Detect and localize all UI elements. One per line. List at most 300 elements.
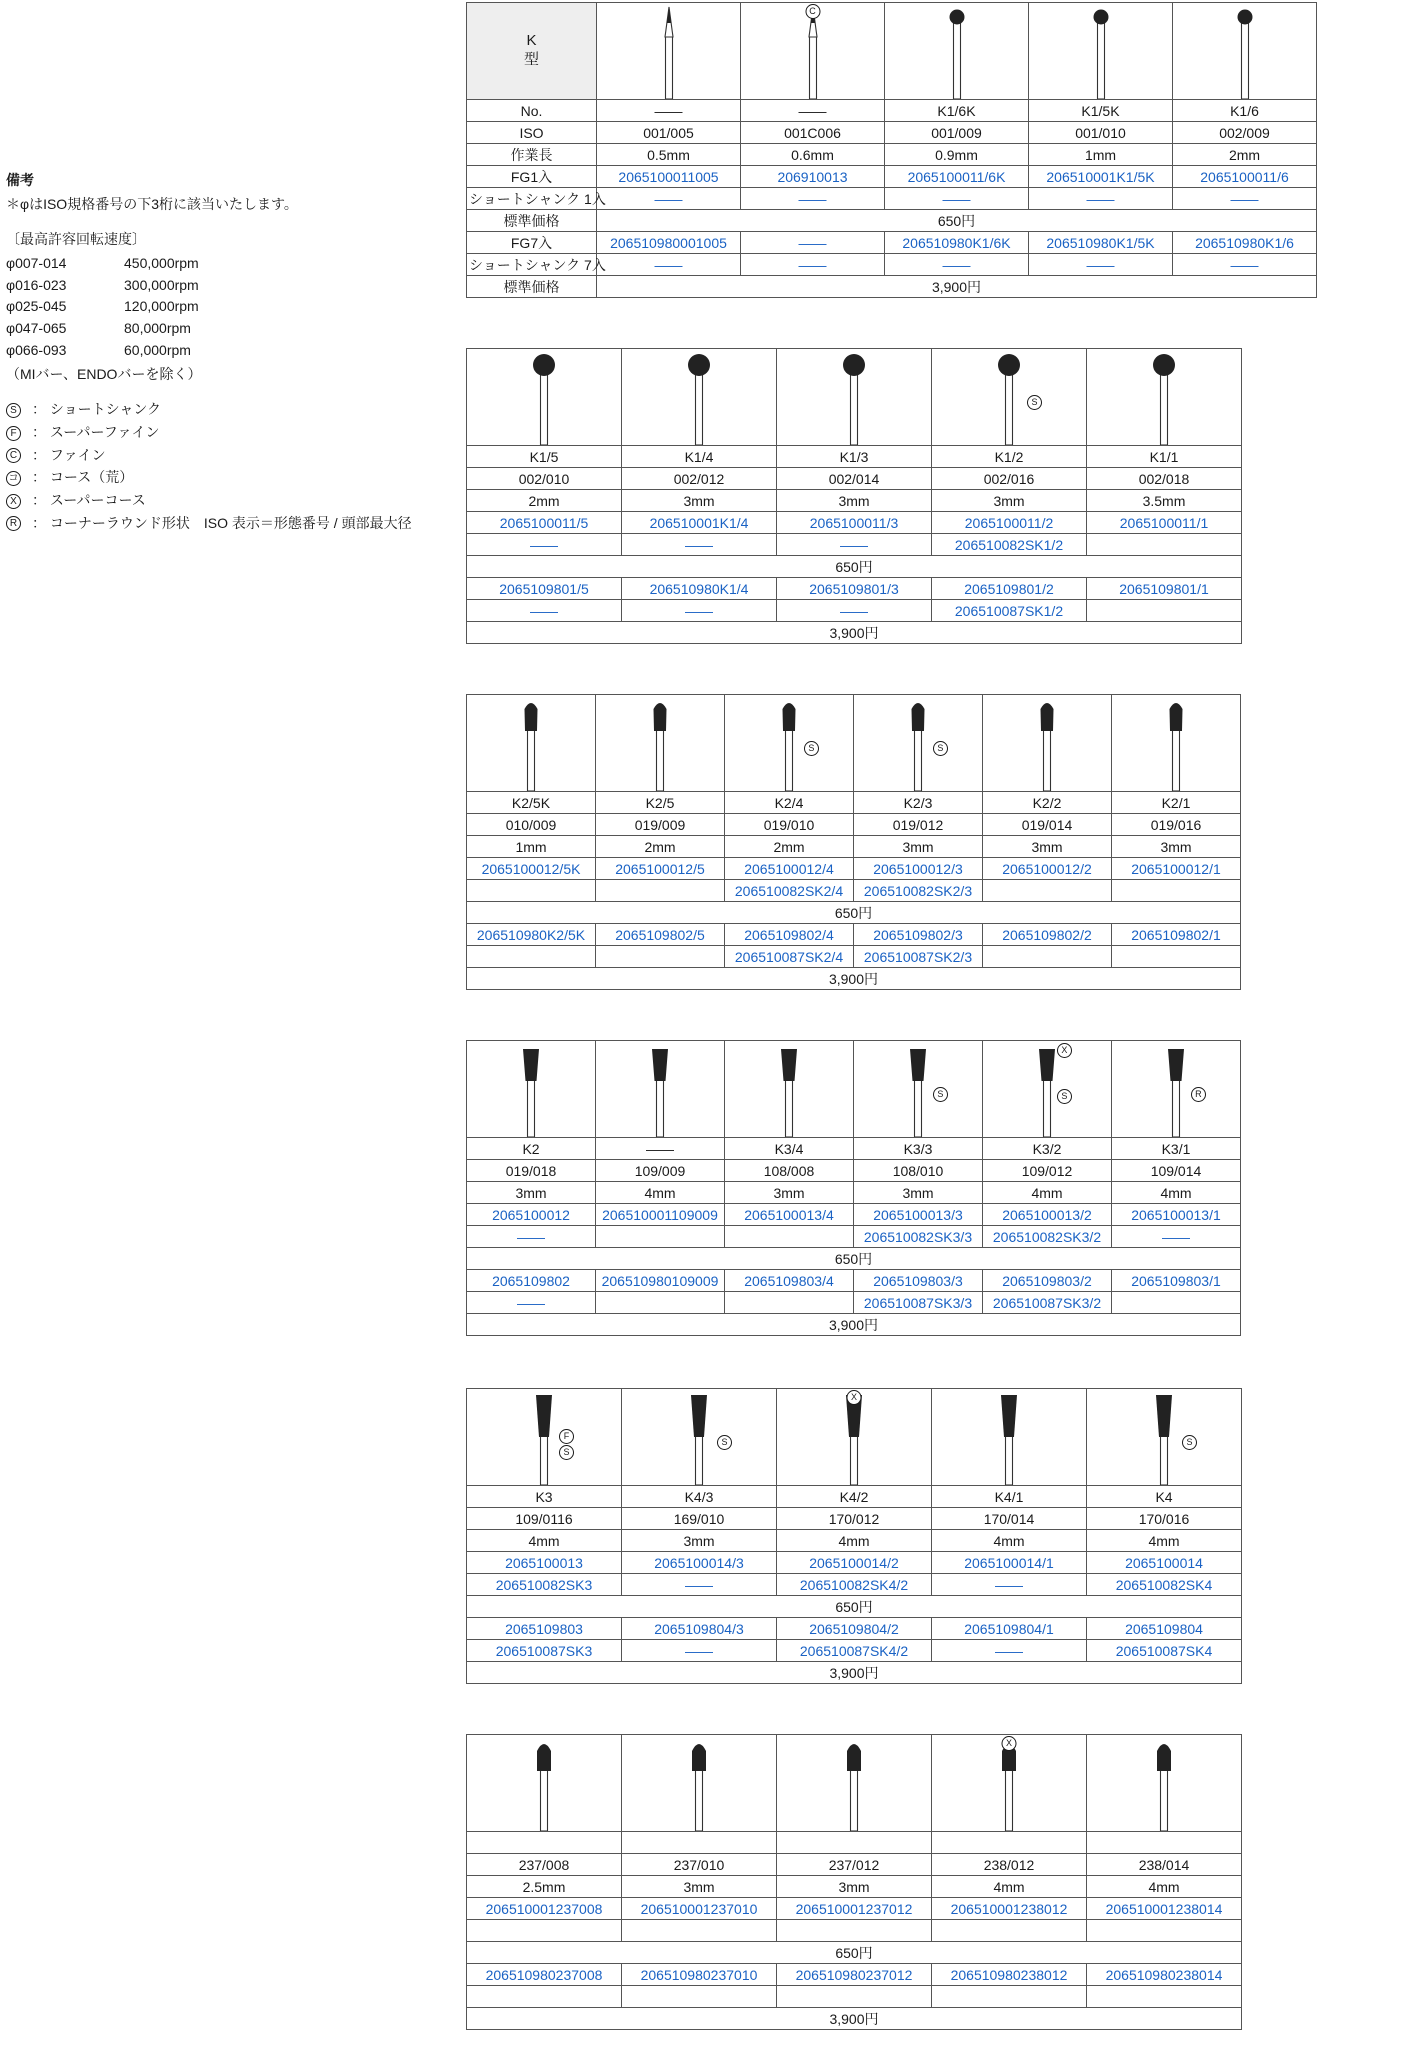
cell-short-shank-1-code: —— — [597, 188, 741, 210]
cell-short-shank-1-code: —— — [885, 188, 1029, 210]
bur-drawing — [779, 349, 929, 445]
cell-iso: 238/012 — [932, 1854, 1087, 1876]
bur-drawing — [856, 1041, 980, 1137]
bur-drawing — [856, 695, 980, 791]
cell-short-shank-1-code: 206510082SK3 — [467, 1574, 622, 1596]
table-block-1 — [466, 2, 1317, 298]
cell-price-650: 650円 — [597, 210, 1317, 232]
cell-short-shank-1-code: —— — [932, 1574, 1087, 1596]
cell-no: K4/2 — [777, 1486, 932, 1508]
cell-no: K2/5K — [467, 792, 596, 814]
bur-image-row — [467, 1735, 1242, 1832]
bur-image-cell — [725, 1041, 854, 1138]
price-650-row — [467, 902, 1241, 924]
bur-image-cell — [622, 1389, 777, 1486]
cell-fg1-code: 2065100012/5K — [467, 858, 596, 880]
bur-image-cell — [983, 1041, 1112, 1138]
cell-iso: 108/008 — [725, 1160, 854, 1182]
cell-fg7-code: 2065109801/5 — [467, 578, 622, 600]
cell-fg7-code: 2065109804/2 — [777, 1618, 932, 1640]
no-row — [467, 1486, 1242, 1508]
short-shank-7-row — [467, 1986, 1242, 2008]
cell-working-length: 3mm — [622, 1876, 777, 1898]
cell-short-shank-7-code: —— — [622, 600, 777, 622]
cell-short-shank-1-code — [1087, 1920, 1242, 1942]
row-label-price-7: 標準価格 — [467, 276, 597, 298]
cell-no: —— — [597, 100, 741, 122]
cell-iso: 237/012 — [777, 1854, 932, 1876]
cell-price-650: 650円 — [467, 556, 1242, 578]
cell-working-length: 3mm — [983, 836, 1112, 858]
superfine-icon: F — [559, 1429, 574, 1444]
cell-iso: 001/010 — [1029, 122, 1173, 144]
bur-drawing — [985, 1041, 1109, 1137]
speed-row — [6, 253, 446, 275]
legend-list — [6, 399, 446, 534]
no-row — [467, 1832, 1242, 1854]
cell-short-shank-7-code — [1112, 946, 1241, 968]
cell-short-shank-7-code: —— — [932, 1640, 1087, 1662]
cell-fg7-code: 2065109803/4 — [725, 1270, 854, 1292]
cell-no: K1/6K — [885, 100, 1029, 122]
cell-working-length: 3mm — [854, 836, 983, 858]
cell-iso: 019/016 — [1112, 814, 1241, 836]
cell-short-shank-7-code — [467, 1986, 622, 2008]
cell-fg7-code: 206510980001005 — [597, 232, 741, 254]
speed-rpm: 300,000rpm — [124, 276, 199, 293]
cell-working-length: 4mm — [932, 1530, 1087, 1552]
bur-drawing — [469, 1735, 619, 1831]
cell-no — [932, 1832, 1087, 1854]
cell-no: K1/4 — [622, 446, 777, 468]
remarks-block — [6, 170, 446, 535]
bur-image-cell — [854, 1041, 983, 1138]
cell-short-shank-7-code: —— — [1029, 254, 1173, 276]
cell-short-shank-1-code: 206510082SK2/4 — [725, 880, 854, 902]
bur-drawing — [934, 1389, 1084, 1485]
cell-fg1-code: 206510001237008 — [467, 1898, 622, 1920]
fg7-row — [467, 924, 1241, 946]
cell-iso: 019/018 — [467, 1160, 596, 1182]
cell-working-length: 3mm — [622, 1530, 777, 1552]
cell-iso: 002/016 — [932, 468, 1087, 490]
cell-short-shank-1-code: —— — [741, 188, 885, 210]
no-row — [467, 100, 1317, 122]
supercoarse-icon: X — [1002, 1736, 1017, 1751]
cell-short-shank-7-code — [1087, 600, 1242, 622]
cell-no: K4/1 — [932, 1486, 1087, 1508]
cell-short-shank-7-code: —— — [467, 1292, 596, 1314]
cell-fg1-code: 2065100011/6 — [1173, 166, 1317, 188]
cell-fg7-code: 2065109802/4 — [725, 924, 854, 946]
row-label-fg7: FG7入 — [467, 232, 597, 254]
cell-iso: 237/008 — [467, 1854, 622, 1876]
remarks-star-note: ＊φはISO規格番号の下3桁に該当いたします。 — [6, 195, 298, 212]
cell-iso: 001/009 — [885, 122, 1029, 144]
cell-short-shank-7-code: —— — [885, 254, 1029, 276]
bur-drawing — [985, 695, 1109, 791]
cell-short-shank-7-code: 206510087SK4 — [1087, 1640, 1242, 1662]
cell-working-length: 3mm — [777, 490, 932, 512]
cell-fg7-code: 2065109803/3 — [854, 1270, 983, 1292]
cell-price-3900: 3,900円 — [467, 2008, 1242, 2030]
cell-working-length: 0.9mm — [885, 144, 1029, 166]
cell-working-length: 3mm — [467, 1182, 596, 1204]
bur-image-cell — [1029, 3, 1173, 100]
row-label-fg1: FG1入 — [467, 166, 597, 188]
legend-label: ： ショートシャンク — [32, 401, 162, 418]
cell-short-shank-7-code — [983, 946, 1112, 968]
table-block-5 — [466, 1388, 1242, 1684]
coarse-icon: コ — [6, 467, 32, 489]
cell-short-shank-7-code — [596, 946, 725, 968]
cell-price-650: 650円 — [467, 1248, 1241, 1270]
price-650-row — [467, 1942, 1242, 1964]
cell-short-shank-7-code: 206510087SK1/2 — [932, 600, 1087, 622]
table-3 — [466, 694, 1241, 990]
cell-iso: 001C006 — [741, 122, 885, 144]
cell-fg1-code: 2065100013/1 — [1112, 1204, 1241, 1226]
price-3900-row — [467, 622, 1242, 644]
cell-iso: 169/010 — [622, 1508, 777, 1530]
short-shank-icon: S — [933, 1087, 948, 1102]
legend-item-corner-round — [6, 513, 446, 535]
superfine-icon: F — [6, 422, 32, 444]
cell-working-length: 4mm — [1087, 1876, 1242, 1898]
bur-image-cell — [854, 695, 983, 792]
cell-working-length: 2mm — [596, 836, 725, 858]
short-shank-icon: S — [6, 399, 32, 421]
exclusion-note: （MIバー、ENDOバーを除く） — [6, 365, 202, 382]
cell-no: K1/1 — [1087, 446, 1242, 468]
max-speed-heading: 〔最高許容回転速度〕 — [6, 231, 146, 248]
working-length-row — [467, 1530, 1242, 1552]
cell-short-shank-7-code: 206510087SK2/3 — [854, 946, 983, 968]
cell-short-shank-7-code — [622, 1986, 777, 2008]
cell-short-shank-7-code: —— — [741, 254, 885, 276]
row-label-iso: ISO — [467, 122, 597, 144]
bur-drawing — [934, 349, 1084, 445]
cell-working-length: 3mm — [725, 1182, 854, 1204]
cell-working-length: 2mm — [1173, 144, 1317, 166]
cell-fg1-code: 2065100011/1 — [1087, 512, 1242, 534]
short-shank-icon: S — [717, 1435, 732, 1450]
cell-short-shank-7-code: —— — [1173, 254, 1317, 276]
fg1-row — [467, 1552, 1242, 1574]
price-3900-row — [467, 276, 1317, 298]
cell-no: —— — [741, 100, 885, 122]
cell-short-shank-1-code: —— — [467, 1226, 596, 1248]
cell-fg1-code: 2065100012/2 — [983, 858, 1112, 880]
cell-iso: 109/009 — [596, 1160, 725, 1182]
cell-iso: 010/009 — [467, 814, 596, 836]
cell-short-shank-7-code: —— — [622, 1640, 777, 1662]
cell-working-length: 4mm — [467, 1530, 622, 1552]
cell-short-shank-1-code — [467, 880, 596, 902]
cell-short-shank-1-code: —— — [622, 1574, 777, 1596]
short-shank-1-row — [467, 1226, 1241, 1248]
cell-fg1-code: 2065100011/6K — [885, 166, 1029, 188]
cell-short-shank-7-code — [777, 1986, 932, 2008]
fg1-row — [467, 858, 1241, 880]
bur-image-cell — [725, 695, 854, 792]
speed-row — [6, 296, 446, 318]
ktype-label: K 型 — [523, 32, 539, 68]
cell-no — [622, 1832, 777, 1854]
cell-fg7-code: 2065109801/2 — [932, 578, 1087, 600]
bur-image-cell — [596, 695, 725, 792]
speed-rpm: 60,000rpm — [124, 341, 191, 358]
cell-fg1-code: 2065100014 — [1087, 1552, 1242, 1574]
cell-fg7-code: 206510980238012 — [932, 1964, 1087, 1986]
bur-image-cell — [1087, 349, 1242, 446]
cell-price-650: 650円 — [467, 1596, 1242, 1618]
cell-working-length: 4mm — [1112, 1182, 1241, 1204]
bur-drawing — [727, 695, 851, 791]
cell-short-shank-7-code: 206510087SK3 — [467, 1640, 622, 1662]
bur-image-cell — [777, 1735, 932, 1832]
legend-label: ： コース（荒） — [32, 469, 134, 486]
cell-fg1-code: 206510001238014 — [1087, 1898, 1242, 1920]
iso-row — [467, 122, 1317, 144]
bur-drawing — [598, 695, 722, 791]
cell-no: K4/3 — [622, 1486, 777, 1508]
cell-fg1-code: 2065100014/3 — [622, 1552, 777, 1574]
cell-short-shank-7-code: —— — [777, 600, 932, 622]
cell-iso: 002/009 — [1173, 122, 1317, 144]
cell-no — [467, 1832, 622, 1854]
cell-no — [1087, 1832, 1242, 1854]
iso-row — [467, 1854, 1242, 1876]
legend-item-short-shank — [6, 399, 446, 421]
working-length-row — [467, 836, 1241, 858]
short-shank-icon: S — [1057, 1089, 1072, 1104]
cell-short-shank-7-code — [467, 946, 596, 968]
corner-round-icon: R — [1191, 1087, 1206, 1102]
cell-short-shank-1-code: 206510082SK3/2 — [983, 1226, 1112, 1248]
bur-image-cell — [932, 349, 1087, 446]
bur-image-cell — [777, 1389, 932, 1486]
cell-short-shank-7-code: —— — [467, 600, 622, 622]
bur-drawing — [1175, 3, 1314, 99]
bur-drawing — [887, 3, 1026, 99]
cell-price-3900: 3,900円 — [467, 968, 1241, 990]
fg7-row — [467, 1618, 1242, 1640]
cell-iso: 237/010 — [622, 1854, 777, 1876]
working-length-row — [467, 490, 1242, 512]
fg1-row — [467, 166, 1317, 188]
cell-fg7-code: 2065109801/1 — [1087, 578, 1242, 600]
fine-icon: C — [805, 4, 820, 19]
cell-fg7-code: 2065109803/2 — [983, 1270, 1112, 1292]
max-speed-list — [6, 253, 446, 361]
iso-row — [467, 468, 1242, 490]
table-6 — [466, 1734, 1242, 2030]
cell-fg7-code: 2065109803 — [467, 1618, 622, 1640]
bur-image-cell — [1087, 1389, 1242, 1486]
cell-fg7-code: 206510980238014 — [1087, 1964, 1242, 1986]
price-3900-row — [467, 1662, 1242, 1684]
cell-working-length: 3mm — [932, 490, 1087, 512]
cell-short-shank-1-code — [1112, 880, 1241, 902]
bur-drawing — [743, 3, 882, 99]
no-row — [467, 1138, 1241, 1160]
cell-no: K3/3 — [854, 1138, 983, 1160]
cell-fg7-code: 206510980K1/5K — [1029, 232, 1173, 254]
cell-no: K1/5K — [1029, 100, 1173, 122]
cell-no: K2/3 — [854, 792, 983, 814]
bur-image-cell — [1112, 695, 1241, 792]
bur-image-cell — [596, 1041, 725, 1138]
price-650-row — [467, 1596, 1242, 1618]
cell-short-shank-1-code — [725, 1226, 854, 1248]
cell-short-shank-1-code: —— — [777, 534, 932, 556]
bur-image-cell — [1173, 3, 1317, 100]
bur-drawing — [934, 1735, 1084, 1831]
bur-image-row — [467, 3, 1317, 100]
short-shank-7-row — [467, 1640, 1242, 1662]
cell-fg7-code: 2065109802/3 — [854, 924, 983, 946]
speed-rpm: 450,000rpm — [124, 255, 199, 272]
cell-short-shank-1-code: 206510082SK2/3 — [854, 880, 983, 902]
cell-fg1-code: 206510001K1/4 — [622, 512, 777, 534]
cell-no: K3/1 — [1112, 1138, 1241, 1160]
price-650-row — [467, 210, 1317, 232]
cell-working-length: 4mm — [1087, 1530, 1242, 1552]
cell-working-length: 0.6mm — [741, 144, 885, 166]
speed-diameter: φ016-023 — [6, 276, 67, 293]
row-label-short-shank-7: ショートシャンク 7入 — [467, 254, 597, 276]
cell-short-shank-1-code — [932, 1920, 1087, 1942]
cell-fg7-code: 206510980237012 — [777, 1964, 932, 1986]
fg1-row — [467, 1898, 1242, 1920]
cell-working-length: 4mm — [596, 1182, 725, 1204]
legend-item-fine — [6, 445, 446, 467]
cell-short-shank-7-code: —— — [597, 254, 741, 276]
cell-fg1-code: 2065100013/3 — [854, 1204, 983, 1226]
cell-iso: 109/0116 — [467, 1508, 622, 1530]
table-block-2 — [466, 348, 1242, 644]
cell-iso: 002/012 — [622, 468, 777, 490]
cell-fg1-code: 206910013 — [741, 166, 885, 188]
cell-working-length: 4mm — [983, 1182, 1112, 1204]
cell-fg1-code: 2065100013 — [467, 1552, 622, 1574]
bur-drawing — [1089, 349, 1239, 445]
cell-price-3900: 3,900円 — [467, 1314, 1241, 1336]
fg1-row — [467, 1204, 1241, 1226]
cell-iso: 002/014 — [777, 468, 932, 490]
short-shank-7-row — [467, 254, 1317, 276]
row-label-no: No. — [467, 100, 597, 122]
short-shank-1-row — [467, 188, 1317, 210]
bur-image-cell — [932, 1389, 1087, 1486]
cell-iso: 170/012 — [777, 1508, 932, 1530]
cell-fg7-code: 2065109803/1 — [1112, 1270, 1241, 1292]
cell-working-length: 3mm — [622, 490, 777, 512]
bur-drawing — [727, 1041, 851, 1137]
legend-label: ： ファイン — [32, 446, 106, 463]
cell-fg1-code: 2065100014/1 — [932, 1552, 1087, 1574]
cell-no: K3 — [467, 1486, 622, 1508]
cell-short-shank-1-code: —— — [1173, 188, 1317, 210]
cell-short-shank-7-code — [596, 1292, 725, 1314]
speed-rpm: 80,000rpm — [124, 320, 191, 337]
bur-drawing — [624, 349, 774, 445]
cell-price-3900: 3,900円 — [467, 622, 1242, 644]
price-3900-row — [467, 2008, 1242, 2030]
cell-short-shank-7-code: 206510087SK2/4 — [725, 946, 854, 968]
cell-fg7-code: —— — [741, 232, 885, 254]
speed-diameter: φ025-045 — [6, 298, 67, 315]
ktype-header-cell — [467, 3, 597, 100]
table-4 — [466, 1040, 1241, 1336]
cell-fg7-code: 2065109804 — [1087, 1618, 1242, 1640]
cell-working-length: 0.5mm — [597, 144, 741, 166]
fg7-row — [467, 578, 1242, 600]
cell-no: K3/2 — [983, 1138, 1112, 1160]
cell-price-650: 650円 — [467, 1942, 1242, 1964]
fg7-row — [467, 1270, 1241, 1292]
short-shank-icon: S — [804, 741, 819, 756]
cell-fg1-code: 2065100012/5 — [596, 858, 725, 880]
cell-iso: 002/010 — [467, 468, 622, 490]
speed-diameter: φ007-014 — [6, 255, 67, 272]
table-2 — [466, 348, 1242, 644]
cell-no: K1/3 — [777, 446, 932, 468]
cell-fg1-code: 2065100014/2 — [777, 1552, 932, 1574]
cell-short-shank-1-code — [596, 880, 725, 902]
iso-row — [467, 1508, 1242, 1530]
cell-fg1-code: 206510001238012 — [932, 1898, 1087, 1920]
cell-short-shank-1-code — [467, 1920, 622, 1942]
cell-iso: 108/010 — [854, 1160, 983, 1182]
cell-short-shank-1-code: —— — [622, 534, 777, 556]
bur-image-cell — [777, 349, 932, 446]
cell-working-length: 1mm — [467, 836, 596, 858]
cell-working-length: 3.5mm — [1087, 490, 1242, 512]
short-shank-7-row — [467, 1292, 1241, 1314]
cell-short-shank-1-code — [622, 1920, 777, 1942]
cell-short-shank-7-code: 206510087SK4/2 — [777, 1640, 932, 1662]
cell-short-shank-1-code: 206510082SK4/2 — [777, 1574, 932, 1596]
speed-row — [6, 340, 446, 362]
bur-drawing — [469, 349, 619, 445]
bur-drawing — [469, 1389, 619, 1485]
cell-no: K2/4 — [725, 792, 854, 814]
cell-iso: 109/012 — [983, 1160, 1112, 1182]
bur-drawing — [469, 1041, 593, 1137]
cell-no: —— — [596, 1138, 725, 1160]
iso-row — [467, 814, 1241, 836]
cell-working-length: 3mm — [1112, 836, 1241, 858]
row-label-price-1: 標準価格 — [467, 210, 597, 232]
cell-no: K1/5 — [467, 446, 622, 468]
cell-working-length: 3mm — [777, 1876, 932, 1898]
short-shank-7-row — [467, 600, 1242, 622]
cell-fg1-code: 2065100011/2 — [932, 512, 1087, 534]
supercoarse-icon: X — [6, 490, 32, 512]
price-3900-row — [467, 1314, 1241, 1336]
cell-short-shank-1-code — [777, 1920, 932, 1942]
table-block-3 — [466, 694, 1241, 990]
price-3900-row — [467, 968, 1241, 990]
cell-no: K2/1 — [1112, 792, 1241, 814]
corner-round-icon: R — [6, 513, 32, 535]
short-shank-1-row — [467, 1574, 1242, 1596]
cell-fg7-code: 2065109804/3 — [622, 1618, 777, 1640]
bur-drawing — [1089, 1735, 1239, 1831]
remarks-title: 備考 — [6, 172, 34, 188]
